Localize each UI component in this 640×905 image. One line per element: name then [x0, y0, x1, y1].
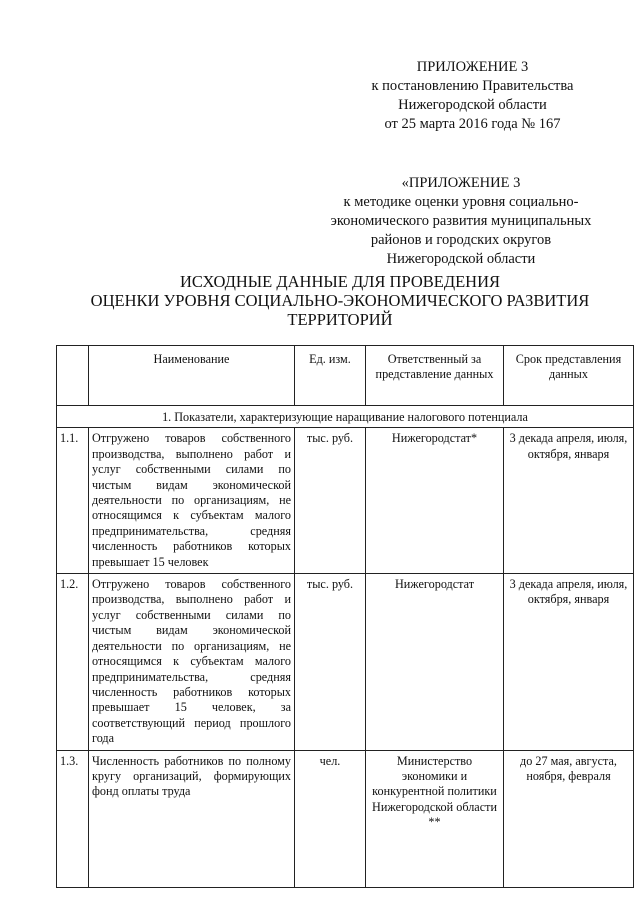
title-line: ОЦЕНКИ УРОВНЯ СОЦИАЛЬНО-ЭКОНОМИЧЕСКОГО РАЗВИТИЯ: [90, 291, 590, 310]
table-row: [57, 428, 634, 574]
document-header-methodology: [306, 174, 616, 269]
row-number: 1.2.: [57, 574, 89, 750]
row-name: Отгружено товаров собственного производства, выполнено работ и услуг собственными силами по чистым видам экономической деятельности по организациям, не относящимся к субъектам малого предпринимательства, средняя численность работников которых превышает 15 человек, за соответствующий период прошлого года: [89, 574, 295, 750]
header-line: Нижегородской области: [386, 251, 536, 267]
column-header-name: Наименование: [89, 346, 295, 406]
row-term: 3 декада апреля, июля, октября, января: [504, 574, 634, 750]
table-row: [57, 574, 634, 750]
title-line: ТЕРРИТОРИЙ: [287, 310, 393, 329]
section-row: [57, 406, 634, 428]
table-row: [57, 750, 634, 887]
column-header-term: Срок представления данных: [504, 346, 634, 406]
header-line: к методике оценки уровня социально-: [343, 194, 579, 210]
row-term: до 27 мая, августа, ноября, февраля: [504, 750, 634, 887]
column-header-unit: Ед. изм.: [295, 346, 366, 406]
title-line: ИСХОДНЫЕ ДАННЫЕ ДЛЯ ПРОВЕДЕНИЯ: [179, 272, 501, 291]
row-responsible: Нижегородстат*: [366, 428, 504, 574]
table-header-row: [57, 346, 634, 406]
document-header-appendix: [330, 58, 615, 134]
header-line: к постановлению Правительства: [371, 78, 574, 94]
header-line: от 25 марта 2016 года № 167: [384, 116, 561, 132]
row-unit: чел.: [295, 750, 366, 887]
section-title: 1. Показатели, характеризующие наращивание налогового потенциала: [57, 406, 634, 428]
header-line: Нижегородской области: [398, 97, 547, 113]
column-header-number: [57, 346, 89, 406]
header-line: районов и городских округов: [370, 232, 552, 248]
row-responsible: Нижегородстат: [366, 574, 504, 750]
row-responsible: Министерство экономики и конкурентной политики Нижегородской области **: [366, 750, 504, 887]
row-number: 1.3.: [57, 750, 89, 887]
row-unit: тыс. руб.: [295, 428, 366, 574]
row-number: 1.1.: [57, 428, 89, 574]
row-name: Численность работников по полному кругу организаций, формирующих фонд оплаты труда: [89, 750, 295, 887]
header-line: экономического развития муниципальных: [330, 213, 592, 229]
header-line: ПРИЛОЖЕНИЕ 3: [416, 59, 529, 75]
row-unit: тыс. руб.: [295, 574, 366, 750]
row-term: 3 декада апреля, июля, октября, января: [504, 428, 634, 574]
column-header-responsible: Ответственный за представление данных: [366, 346, 504, 406]
header-line: «ПРИЛОЖЕНИЕ 3: [401, 175, 521, 191]
row-name: Отгружено товаров собственного производства, выполнено работ и услуг собственными силами по чистым видам экономической деятельности по организациям, не относящимся к субъектам малого предпринимательства, средняя численность работников которых превышает 15 человек: [89, 428, 295, 574]
source-data-table: [56, 345, 634, 888]
document-title: [60, 272, 620, 329]
